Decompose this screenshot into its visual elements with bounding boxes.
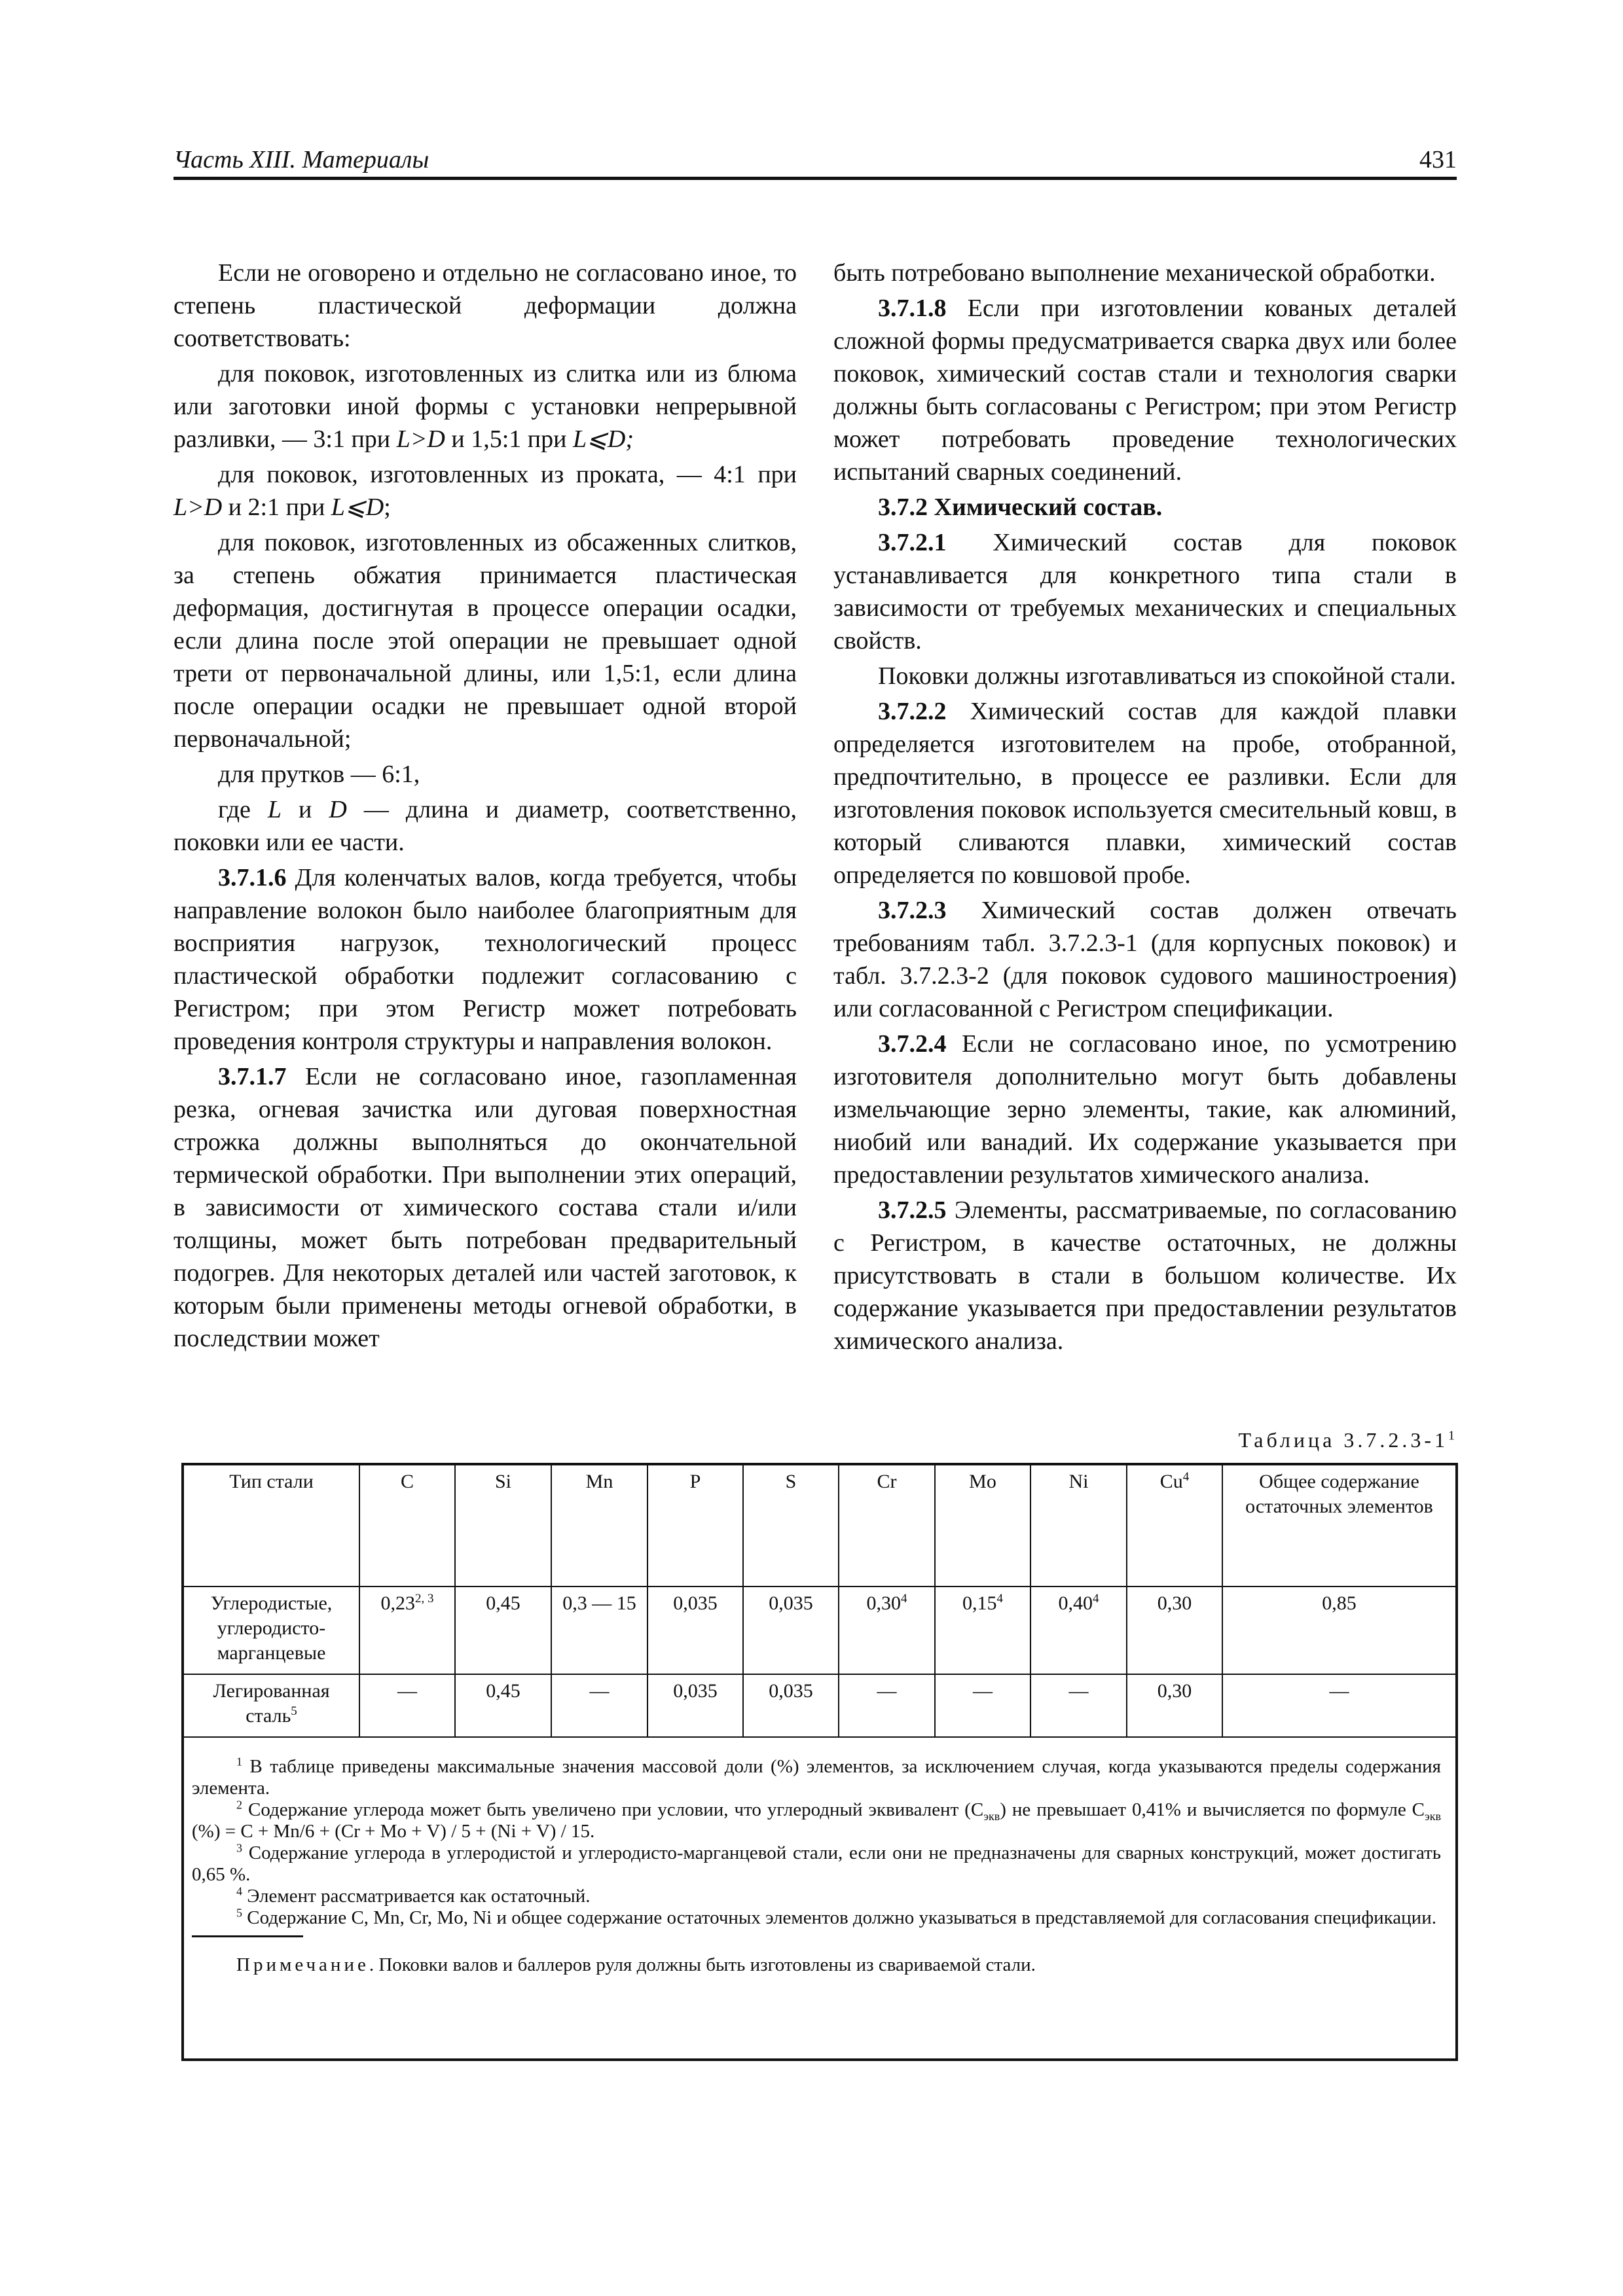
table-cell: — (359, 1674, 455, 1737)
paragraph: для поковок, изготовленных из проката, — 4:1 при L>D и 2:1 при L⩽D; (173, 461, 797, 521)
table-cell: 0,035 (647, 1587, 743, 1674)
clause-3-7-2-4: 3.7.2.4 Если не согласовано иное, по усмотрению изготовителя дополнительно могут быть добавлены измельчающие зерно элементы, такие, как алюминий, ниобий или ванадий. Их содержание указывается при предоставлении результатов химического анализа. (833, 1030, 1457, 1189)
table-cell: 0,45 (455, 1587, 551, 1674)
table-row (184, 1587, 1455, 1674)
column-header: Mn (551, 1465, 647, 1587)
column-header: Ni (1030, 1465, 1127, 1587)
paragraph: быть потребовано выполнение механической обработки. (833, 259, 1436, 287)
table-cell: — (935, 1674, 1030, 1737)
footnote: $^1$ В таблице приведены максимальные значения массовой доли (%) элементов, за исключением случая, когда указываются пределы содержания элемента. (192, 1755, 1441, 1799)
clause-3-7-2-5: 3.7.2.5 Элементы, рассматриваемые, по согласованию с Регистром, в качестве остаточных, не должны присутствовать в стали в большом количестве. Их содержание указывается при предоставлении результатов химического анализа. (833, 1196, 1457, 1355)
table-remark: Примечание. Поковки валов и баллеров руля должны быть изготовлены из свариваемой стали. (236, 1954, 1036, 1975)
table-cell: — (1222, 1674, 1455, 1737)
paragraph: для поковок, изготовленных из слитка или из блюма или заготовки иной формы с установки непрерывной разливки, — 3:1 при L>D и 1,5:1 при L⩽D; (173, 360, 797, 453)
table-cell: 0,3 — 15 (551, 1587, 647, 1674)
footnote: $^3$ Содержание углерода в углеродистой и углеродисто-марганцевой стали, если они не предназначены для сварных конструкций, может достигать 0,65 %. (192, 1841, 1441, 1885)
table-cell: 0,035 (743, 1587, 839, 1674)
table-cell: 0,23$^{2, 3}$ (359, 1587, 455, 1674)
table-cell: 0,30 (1127, 1587, 1222, 1674)
table-row (184, 1674, 1455, 1737)
column-header: C (359, 1465, 455, 1587)
table-cell: 0,30 (1127, 1674, 1222, 1737)
section-heading: 3.7.2 Химический состав. (878, 493, 1163, 521)
table-cell: — (839, 1674, 935, 1737)
clause-3-7-2-3: 3.7.2.3 Химический состав должен отвечать требованиям табл. 3.7.2.3-1 (для корпусных поковок) и табл. 3.7.2.3-2 (для поковок судового машиностроения) или согласованной с Регистром спецификации. (833, 897, 1457, 1022)
clause-3-7-1-6: 3.7.1.6 Для коленчатых валов, когда требуется, чтобы направление волокон было наиболее благоприятным для восприятия нагрузок, технологический процесс пластической обработки подлежит согласованию с Регистром; при этом Регистр может потребовать проведения контроля структуры и направления волокон. (173, 864, 797, 1055)
column-header: Si (455, 1465, 551, 1587)
steel-type-cell: Углеродистые, углеродисто-марганцевые (184, 1587, 359, 1674)
steel-type-cell: Легированная сталь$^5$ (184, 1674, 359, 1737)
clause-3-7-2-1: 3.7.2.1 Химический состав для поковок устанавливается для конкретного типа стали в зависимости от требуемых механических и специальных свойств. (833, 529, 1457, 655)
table-grid (184, 1465, 1455, 1738)
table-footnotes (192, 1756, 1441, 1976)
column-header: P (647, 1465, 743, 1587)
footnote: $^2$ Содержание углерода может быть увеличено при условии, что углеродный эквивалент $(С_{экв})$ не превышает 0,41% и вычисляется по формуле $С_{экв}$ (%) = С + Mn/6 + (Cr + Mo + V) / 5 + (Ni + V) / 15. (192, 1798, 1441, 1842)
clause-3-7-1-8: 3.7.1.8 Если при изготовлении кованых деталей сложной формы предусматривается сварка двух или более поковок, химический состав стали и технология сварки должны быть согласованы с Регистром; при этом Регистр может потребовать проведение технологических испытаний сварных соединений. (833, 295, 1457, 486)
column-header: Общее содержание остаточных элементов (1222, 1465, 1455, 1587)
paragraph: для поковок, изготовленных из обсаженных слитков, за степень обжатия принимается пластическая деформация, достигнутая в процессе операции осадки, если длина после этой операции не превышает одной трети от первоначальной длины, или 1,5:1, если длина после операции осадки не превышает одной второй первоначальной; (173, 529, 797, 753)
page-number: 431 (1419, 146, 1457, 173)
table-caption: Таблица $3.7.2.3-1^1$ (1238, 1428, 1455, 1452)
paragraph: Если не оговорено и отдельно не согласовано иное, то степень пластической деформации должна соответствовать: (173, 259, 797, 352)
table-cell: 0,15$^4$ (935, 1587, 1030, 1674)
footnote: $^4$ Элемент рассматривается как остаточный. (236, 1884, 591, 1907)
column-header: Cu$^4$ (1127, 1465, 1222, 1587)
column-header: Тип стали (184, 1465, 359, 1587)
table-cell: — (1030, 1674, 1127, 1737)
chemical-composition-table (181, 1463, 1458, 2061)
column-header: Cr (839, 1465, 935, 1587)
table-cell: — (551, 1674, 647, 1737)
running-title: Часть XIII. Материалы (173, 146, 429, 173)
table-cell: 0,30$^4$ (839, 1587, 935, 1674)
paragraph: Поковки должны изготавливаться из спокойной стали. (878, 662, 1456, 690)
clause-3-7-1-7: 3.7.1.7 Если не согласовано иное, газопламенная резка, огневая зачистка или дуговая поверхностная строжка должны выполняться до окончательной термической обработки. При выполнении этих операций, в зависимости от химического состава стали и/или толщины, может быть потребован предварительный подогрев. Для некоторых деталей или частей заготовок, к которым были применены методы огневой обработки, в последствии может (173, 1063, 797, 1352)
paragraph: для прутков — 6:1, (218, 761, 420, 788)
column-header: Mo (935, 1465, 1030, 1587)
table-header-row (184, 1465, 1455, 1587)
table-cell: 0,85 (1222, 1587, 1455, 1674)
table-cell: 0,035 (743, 1674, 839, 1737)
table-cell: 0,45 (455, 1674, 551, 1737)
table-cell: 0,40$^4$ (1030, 1587, 1127, 1674)
footnote-rule (192, 1935, 303, 1937)
table-cell: 0,035 (647, 1674, 743, 1737)
clause-3-7-2-2: 3.7.2.2 Химический состав для каждой плавки определяется изготовителем на пробе, отобранной, предпочтительно, в процессе ее разливки. Если для изготовления поковок используется смесительный ковш, в который сливаются плавки, химический состав определяется по ковшовой пробе. (833, 698, 1457, 889)
page-header (173, 145, 1457, 179)
header-rule (173, 177, 1457, 180)
column-header: S (743, 1465, 839, 1587)
right-column (833, 257, 1457, 1357)
paragraph: где L и D — длина и диаметр, соответственно, поковки или ее части. (173, 796, 797, 856)
footnote: $^5$ Содержание С, Mn, Cr, Mo, Ni и общее содержание остаточных элементов должно указываться в представляемой для согласования спецификации. (236, 1906, 1436, 1928)
left-column (173, 257, 797, 1355)
